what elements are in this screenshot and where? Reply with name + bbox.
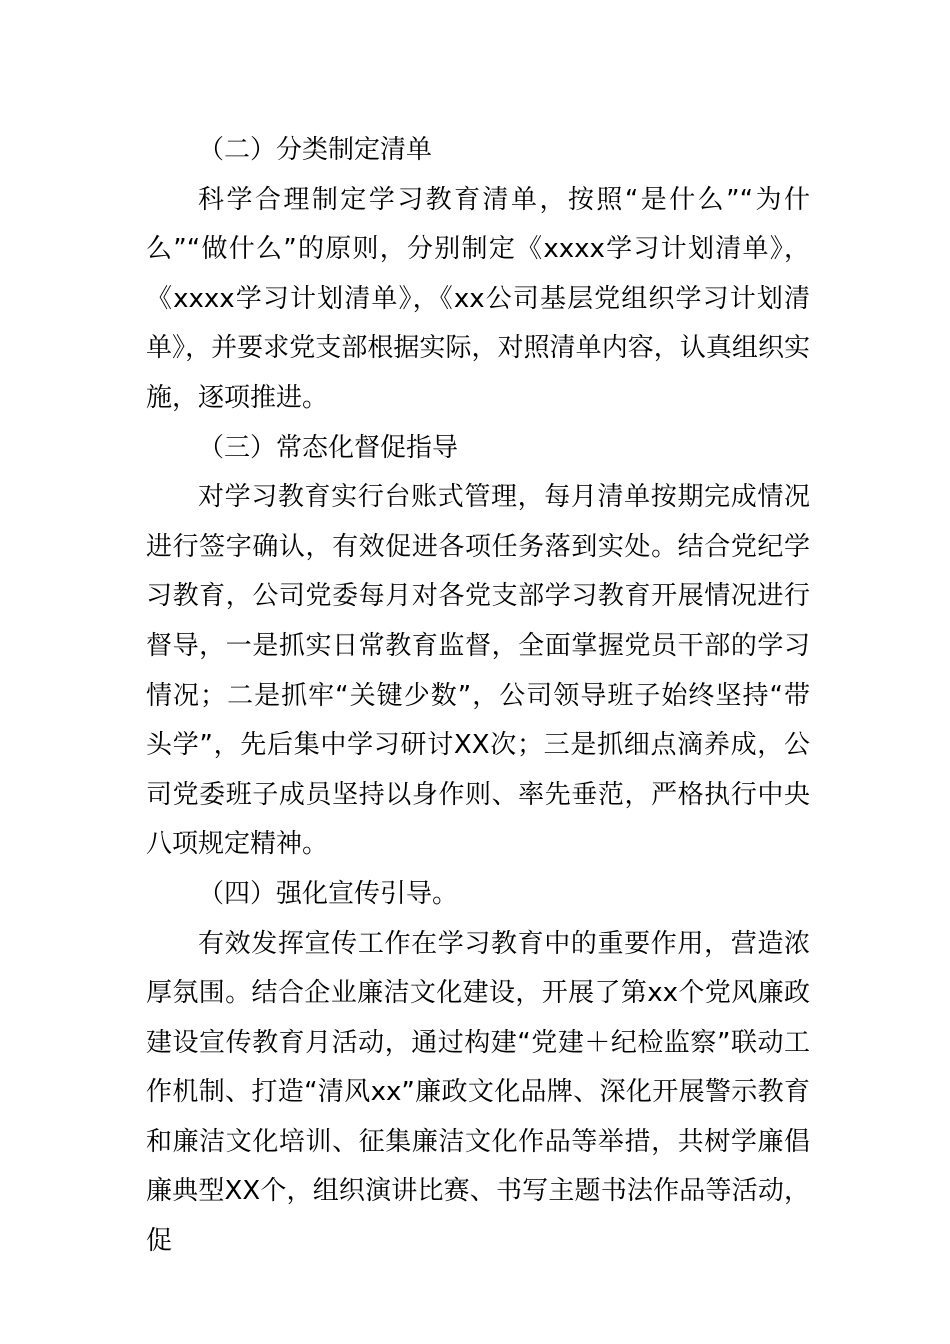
section-heading-2: （二）分类制定清单 bbox=[198, 135, 433, 165]
section-paragraph-3: 对学习教育实行台账式管理，每月清单按期完成情况进行签字确认，有效促进各项任务落到实处。结合党纪学习教育，公司党委每月对各党支部学习教育开展情况进行督导，一是抓实日常教育监督，全面掌握党员干部的学习情况；二是抓牢“关键少数”，公司领导班子始终坚持“带头学”，先后集中学习研讨XX次；三是抓细点滴养成，公司党委班子成员坚持以身作则、率先垂范，严格执行中央八项规定精神。 bbox=[146, 482, 810, 860]
section-heading-3: （三）常态化督促指导 bbox=[198, 432, 459, 463]
section-paragraph-2: 科学合理制定学习教育清单，按照“是什么”“为什么”“做什么”的原则，分别制定《xxxx学习计划清单》，《xxxx学习计划清单》，《xx公司基层党组织学习计划清单》，并要求党支部根据实际，对照清单内容，认真组织实施，逐项推进。 bbox=[146, 184, 810, 413]
section-heading-4: （四）强化宣传引导。 bbox=[198, 878, 459, 909]
section-paragraph-4: 有效发挥宣传工作在学习教育中的重要作用，营造浓厚氛围。结合企业廉洁文化建设，开展了第xx个党风廉政建设宣传教育月活动，通过构建“党建＋纪检监察”联动工作机制、打造“清风xx”廉政文化品牌、深化开展警示教育和廉洁文化培训、征集廉洁文化作品等举措，共树学廉倡廉典型XX个，组织演讲比赛、书写主题书法作品等活动，促 bbox=[146, 928, 810, 1257]
document-body bbox=[146, 126, 810, 1267]
